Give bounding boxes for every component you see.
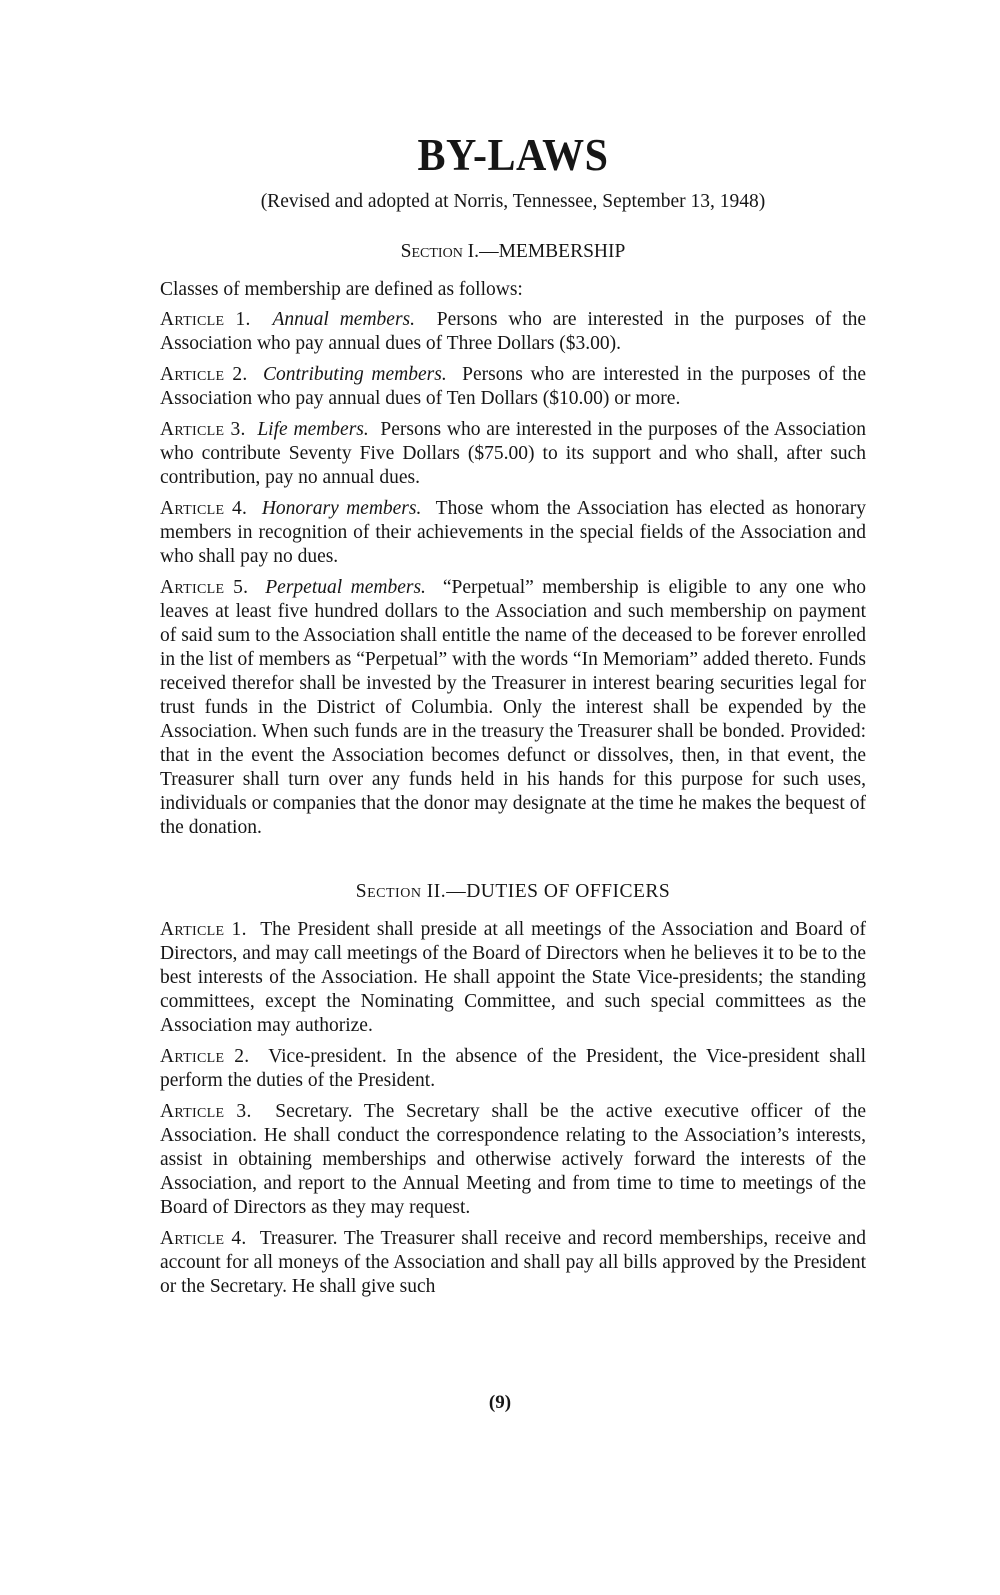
article-paragraph: [160, 497, 866, 569]
document-subtitle: (Revised and adopted at Norris, Tennessee, September 13, 1948): [260, 191, 766, 212]
article-label: Article 3.: [160, 1101, 252, 1122]
page-number: (9): [488, 1392, 512, 1413]
article-paragraph: [160, 918, 866, 1038]
section-heading: [160, 880, 866, 904]
article-text: “Perpetual” membership is eligible to any one who leaves at least five hundred dollars to the Association and such membership on payment of said sum to the Association shall entitle the name of the deceased to be forever enrolled in the list of members as “Perpetual” with the words “In Memoriam” added thereto. Funds received therefor shall be invested by the Treasurer in interest bearing securities legal for trust funds in the District of Columbia. Only the interest shall be expended by the Association. When such funds are in the treasury the Treasurer shall be bonded. Provided: that in the event the Association becomes defunct or dissolves, then, in that event, the Treasurer shall turn over any funds held in his hands for this purpose for such uses, individuals or companies that the donor may designate at the time he makes the bequest of the donation.: [160, 577, 866, 838]
section-intro: Classes of membership are defined as follows:: [160, 279, 523, 300]
article-title: Contributing members.: [262, 364, 447, 385]
article-label: Article 4.: [160, 498, 248, 519]
article-title: Annual members.: [272, 309, 415, 330]
article-text: Persons who are interested in the purposes of the Association who pay annual dues of Three Dollars ($3.00).: [160, 309, 867, 354]
article-paragraph: [160, 576, 866, 840]
section-title: —MEMBERSHIP: [479, 241, 626, 262]
article-label: Article 1.: [160, 309, 251, 330]
article-text: The President shall preside at all meetings of the Association and Board of Directors, and may call meetings of the Board of Directors when he believes it to be to the best interests of the Association. He shall appoint the State Vice-presidents; the standing committees, except the Nominating Committee, and such special committees as the Association may authorize.: [160, 919, 866, 1036]
article-text: Treasurer. The Treasurer shall receive and record memberships, receive and account for all moneys of the Association and shall pay all bills approved by the President or the Secretary. He shall give such: [160, 1228, 866, 1297]
article-paragraph: [160, 308, 866, 356]
article-text: Secretary. The Secretary shall be the active executive officer of the Association. He shall conduct the correspondence relating to the Association’s interests, assist in obtaining memberships and otherwise actively forward the interests of the Association, and report to the Annual Meeting and from time to time to meetings of the Board of Directors as they may request.: [160, 1101, 866, 1218]
section-membership: [160, 240, 866, 840]
section-label: Section II.: [355, 881, 447, 902]
section-title: —DUTIES OF OFFICERS: [446, 881, 671, 902]
article-paragraph: [160, 1227, 866, 1299]
article-label: Article 3.: [160, 419, 246, 440]
article-label: Article 1.: [160, 919, 247, 940]
article-label: Article 5.: [160, 577, 249, 598]
article-paragraph: [160, 363, 866, 411]
article-paragraph: [160, 418, 866, 490]
article-title: Perpetual members.: [265, 577, 426, 598]
article-title: Life members.: [257, 419, 369, 440]
document-page: [160, 120, 866, 1306]
article-text: Vice-president. In the absence of the President, the Vice-president shall perform the duties of the President.: [160, 1046, 866, 1091]
article-text: Persons who are interested in the purposes of the Association who pay annual dues of Ten Dollars ($10.00) or more.: [160, 364, 866, 409]
article-text: Persons who are interested in the purposes of the Association who contribute Seventy Five Dollars ($75.00) to its support and who shall, after such contribution, pay no annual dues.: [160, 419, 866, 488]
section-duties-of-officers: [160, 880, 866, 1299]
article-label: Article 2.: [160, 364, 248, 385]
article-text: Those whom the Association has elected as honorary members in recognition of their achievements in the special fields of the Association and who shall pay no dues.: [160, 498, 866, 567]
article-paragraph: [160, 1100, 866, 1220]
article-label: Article 4.: [160, 1228, 247, 1249]
article-title: Honorary members.: [261, 498, 422, 519]
article-label: Article 2.: [160, 1046, 250, 1067]
section-label: Section I.: [400, 241, 480, 262]
article-paragraph: [160, 1045, 866, 1093]
section-heading: [160, 240, 866, 264]
document-title: BY-LAWS: [417, 131, 609, 181]
